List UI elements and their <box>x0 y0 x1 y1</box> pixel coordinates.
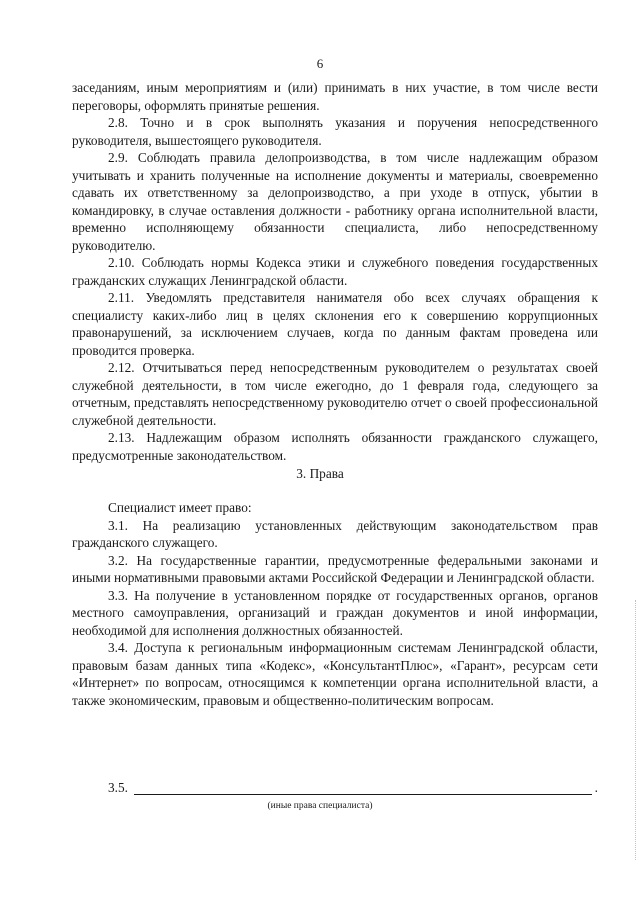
scan-edge-marks <box>632 600 636 860</box>
paragraph-3-3: 3.3. На получение в установленном порядке от государственных органов, органов местного самоуправления, организаций и граждан документов и иной информации, необходимой для исполнения должностных обязанностей. <box>72 587 598 638</box>
paragraph-2-8: 2.8. Точно и в срок выполнять указания и поручения непосредственного руководителя, вышестоящего руководителя. <box>72 115 598 148</box>
fill-in-underline <box>134 794 592 795</box>
duties-text-block <box>72 79 598 464</box>
paragraph-2-7-continuation: заседаниям, иным мероприятиям и (или) принимать в них участие, в том числе вести переговоры, оформлять принятые решения. <box>72 80 598 113</box>
page-number: 6 <box>316 56 324 71</box>
blank-caption: (иные права специалиста) <box>267 801 373 811</box>
paragraph-2-12: 2.12. Отчитываться перед непосредственным руководителем о результатах своей служебной деятельности, в том числе ежегодно, до 1 февраля года, следующего за отчетным, представлять непосредственному руководителю отчет о своей профессиональной служебной деятельности. <box>72 360 598 428</box>
rights-text-block <box>72 499 598 709</box>
paragraph-2-10: 2.10. Соблюдать нормы Кодекса этики и служебного поведения государственных гражданских служащих Ленинградской области. <box>72 255 598 288</box>
section-title-rights: 3. Права <box>296 466 344 481</box>
paragraph-2-13: 2.13. Надлежащим образом исполнять обязанности гражданского служащего, предусмотренные законодательством. <box>72 430 598 463</box>
rights-intro: Специалист имеет право: <box>108 500 252 515</box>
paragraph-3-5-number: 3.5. <box>108 780 128 795</box>
paragraph-3-2: 3.2. На государственные гарантии, предусмотренные федеральными законами и иными нормативными правовыми актами Российской Федерации и Ленинградской области. <box>72 552 598 585</box>
paragraph-3-4: 3.4. Доступа к региональным информационным системам Ленинградской области, правовым базам данных типа «Кодекс», «КонсультантПлюс», «Гарант», ресурсам сети «Интернет» по вопросам, относящимся к компетенции органа исполнительной власти, а также экономическим, правовым и общественно-политическим вопросам. <box>72 640 598 708</box>
paragraph-2-9: 2.9. Соблюдать правила делопроизводства, в том числе надлежащим образом учитывать и хранить полученные на исполнение документы и материалы, своевременно сдавать их ответственному за делопроизводство, а при уходе в отпуск, убытии в командировку, в случае оставления должности - работнику органа исполнительной власти, временно исполняющему обязанности специалиста, либо непосредственному руководителю. <box>72 150 598 253</box>
paragraph-3-1: 3.1. На реализацию установленных действующим законодательством прав гражданского служащего. <box>72 517 598 550</box>
paragraph-2-11: 2.11. Уведомлять представителя нанимателя обо всех случаях обращения к специалисту каких-либо лиц в целях склонения его к совершению коррупционных правонарушений, за исключением случаев, когда по данным фактам проведена или проводится проверка. <box>72 290 598 358</box>
paragraph-3-5-blank <box>108 780 598 798</box>
fill-in-end-mark: . <box>594 780 598 795</box>
